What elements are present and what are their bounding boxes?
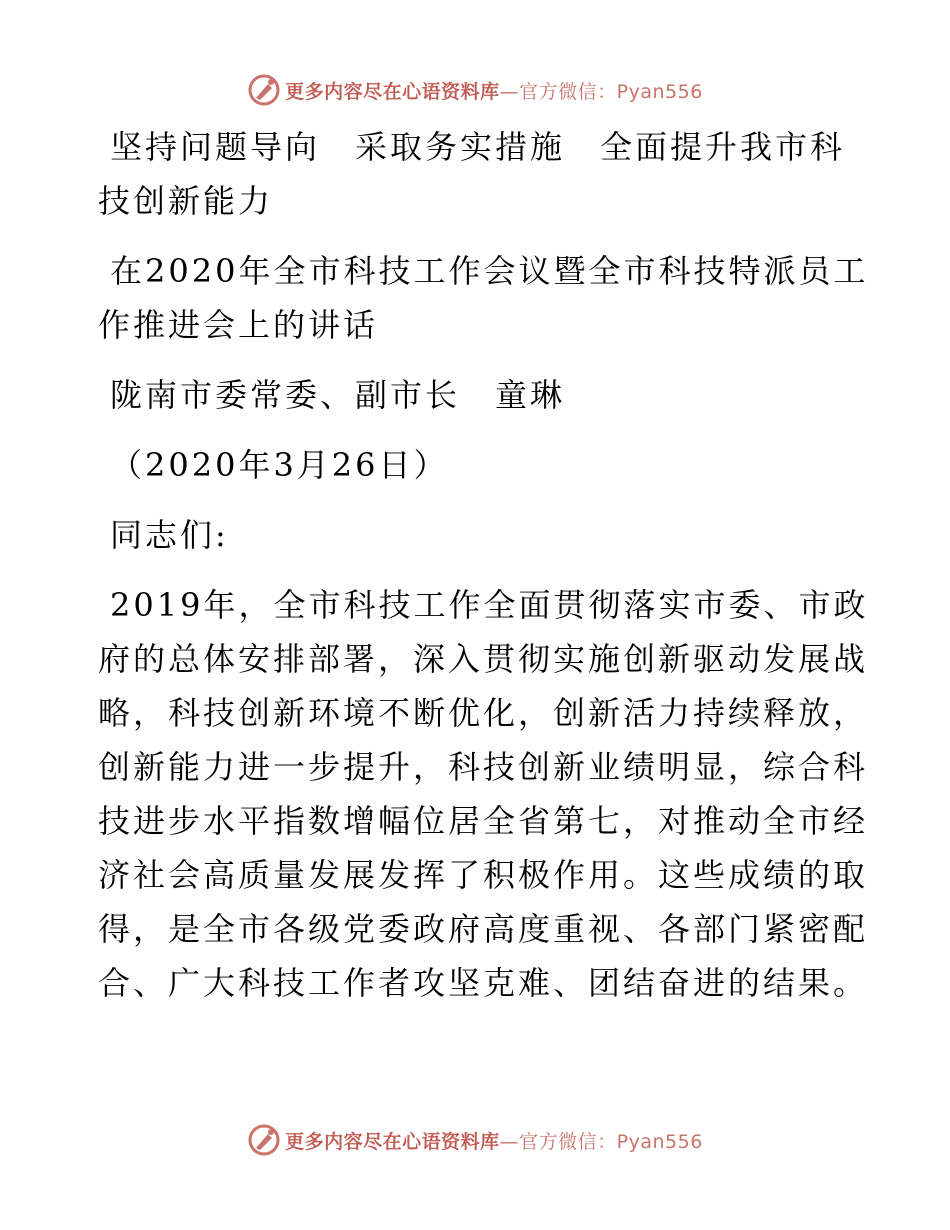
paragraph-line-8: 合、广大科技工作者攻坚克难、团结奋进的结果。 (98, 964, 869, 1002)
date-line: （2020年3月26日） (110, 446, 449, 484)
pen-logo-icon (247, 73, 281, 107)
watermark-text: 更多内容尽在心语资料库—官方微信：Pyan556 (285, 1130, 703, 1153)
subtitle-line-2: 作推进会上的讲话 (98, 306, 379, 344)
paragraph-line-3: 略，科技创新环境不断优化，创新活力持续释放， (98, 694, 869, 732)
paragraph-line-5: 技进步水平指数增幅位居全省第七，对推动全市经 (98, 802, 869, 840)
title-line-1: 坚持问题导向 采取务实措施 全面提升我市科 (110, 128, 846, 166)
paragraph-line-6: 济社会高质量发展发挥了积极作用。这些成绩的取 (98, 856, 869, 894)
pen-logo-icon (247, 1123, 281, 1157)
watermark-banner-bottom (0, 1120, 950, 1160)
salutation: 同志们: (110, 516, 229, 554)
watermark-text: 更多内容尽在心语资料库—官方微信：Pyan556 (285, 80, 703, 103)
author-line: 陇南市委常委、副市长 童琳 (110, 376, 566, 414)
subtitle-line-1: 在2020年全市科技工作会议暨全市科技特派员工 (110, 252, 869, 290)
paragraph-line-4: 创新能力进一步提升，科技创新业绩明显，综合科 (98, 748, 869, 786)
paragraph-line-2: 府的总体安排部署，深入贯彻实施创新驱动发展战 (98, 640, 869, 678)
paragraph-line-1: 2019年，全市科技工作全面贯彻落实市委、市政 (110, 586, 869, 624)
watermark-banner-top (0, 70, 950, 110)
title-line-2: 技创新能力 (98, 182, 274, 220)
paragraph-line-7: 得，是全市各级党委政府高度重视、各部门紧密配 (98, 910, 869, 948)
document-body (98, 120, 869, 1010)
